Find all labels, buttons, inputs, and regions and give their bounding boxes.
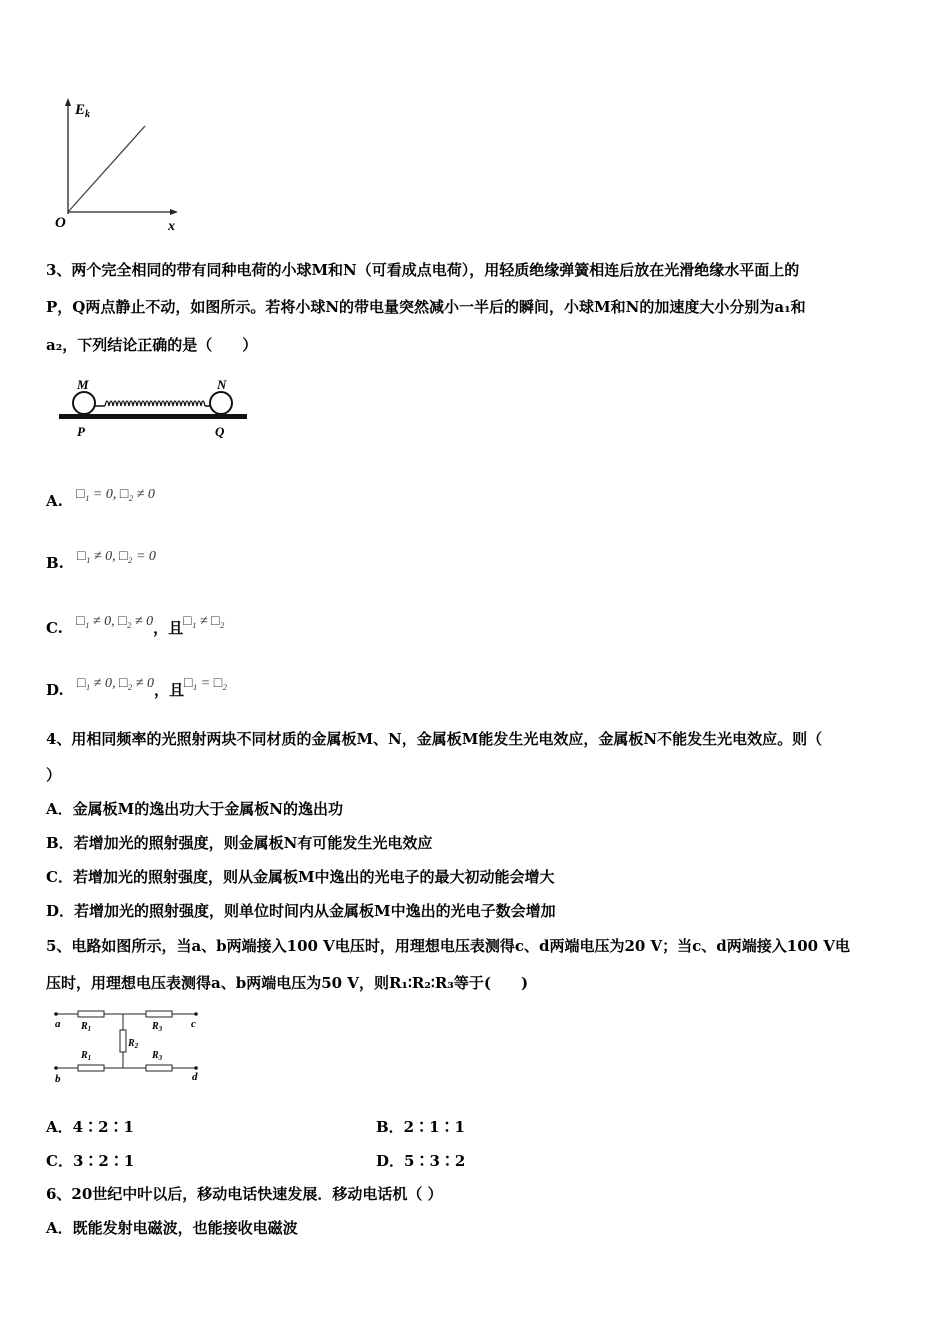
q4-option-a[interactable]: A．金属板M的逸出功大于金属板N的逸出功 [46, 800, 343, 818]
resistor-r3-bottom [146, 1065, 172, 1071]
q3-option-b[interactable] [46, 549, 156, 573]
q5-option-c[interactable]: C．3∶2∶1 [46, 1152, 135, 1170]
ball-m [73, 392, 95, 414]
q3-line1: 3、两个完全相同的带有同种电荷的小球M和N（可看成点电荷），用轻质绝缘弹簧相连后放在光滑绝缘水平面上的 [46, 261, 800, 279]
label-b: b [55, 1073, 61, 1085]
label-a: a [55, 1018, 61, 1030]
option-letter: D. [46, 681, 64, 699]
ball-m-label: M [77, 377, 89, 392]
q4-option-c[interactable]: C．若增加光的照射强度，则从金属板M中逸出的光电子的最大初动能会增大 [46, 868, 555, 886]
q5-line2: 压时，用理想电压表测得a、b两端电压为50 V，则R₁∶R₂∶R₃等于( ) [46, 974, 529, 992]
q6-option-a[interactable]: A．既能发射电磁波，也能接收电磁波 [46, 1219, 298, 1237]
spring [105, 401, 205, 406]
resistor-r1-bottom [78, 1065, 104, 1071]
label-r3-bottom: $R_3$ [152, 1050, 163, 1062]
option-letter: B. [46, 554, 64, 572]
option-formula-2: □₁ ≠ □₂ [183, 614, 225, 629]
q5-option-b[interactable]: B．2∶1∶1 [376, 1118, 465, 1136]
y-axis-label: $E_k$ [75, 102, 91, 120]
x-axis-arrow [170, 209, 178, 215]
option-formula: □₁ ≠ 0, □₂ ≠ 0 [76, 676, 154, 691]
point-p-label: P [77, 424, 85, 439]
ek-line [68, 126, 145, 212]
y-axis-arrow [65, 98, 71, 106]
option-conjunction: ，且 [153, 619, 184, 637]
q3-line3: a₂，下列结论正确的是（ ） [46, 336, 258, 354]
point-q-label: Q [215, 424, 225, 439]
label-c: c [191, 1018, 196, 1030]
x-axis-label: x [168, 219, 175, 234]
label-r1-bottom: $R_1$ [81, 1050, 92, 1062]
q4-line1: 4、用相同频率的光照射两块不同材质的金属板M、N，金属板M能发生光电效应，金属板N不能发生光电效应。则（ [46, 730, 823, 748]
label-r1-top: $R_1$ [81, 1021, 92, 1033]
q6-line1: 6、20世纪中叶以后，移动电话快速发展．移动电话机（ ） [46, 1185, 443, 1203]
option-letter: A. [46, 492, 63, 510]
q4-option-d[interactable]: D．若增加光的照射强度，则单位时间内从金属板M中逸出的光电子数会增加 [46, 902, 556, 920]
ground-surface [59, 414, 247, 419]
resistor-r1-top [78, 1011, 104, 1017]
option-formula-2: □₁ = □₂ [183, 676, 228, 691]
option-formula: □₁ ≠ 0, □₂ = 0 [77, 549, 156, 564]
ek-x-graph [48, 96, 188, 236]
q3-option-c[interactable] [46, 614, 225, 638]
q4-option-b[interactable]: B．若增加光的照射强度，则金属板N有可能发生光电效应 [46, 834, 433, 852]
label-d: d [192, 1071, 198, 1083]
resistor-r2 [120, 1030, 126, 1052]
option-formula: □₁ ≠ 0, □₂ ≠ 0 [76, 614, 154, 629]
circuit-diagram [48, 1006, 218, 1088]
ball-n-label: N [217, 377, 227, 392]
q3-option-a[interactable] [46, 487, 155, 511]
origin-label: O [55, 215, 66, 231]
option-letter: C. [46, 619, 63, 637]
q5-option-a[interactable]: A．4∶2∶1 [46, 1118, 134, 1136]
option-formula: □₁ = 0, □₂ ≠ 0 [76, 487, 155, 502]
q5-line1: 5、电路如图所示，当a、b两端接入100 V电压时，用理想电压表测得c、d两端电压为20 V；当c、d两端接入100 V电 [46, 937, 850, 955]
label-r2: $R_2$ [128, 1038, 139, 1050]
ball-n [210, 392, 232, 414]
spring-figure [55, 376, 250, 442]
option-conjunction: ，且 [153, 681, 184, 699]
resistor-r3-top [146, 1011, 172, 1017]
q3-option-d[interactable] [46, 676, 228, 700]
q4-line2: ） [46, 766, 62, 784]
q5-option-d[interactable]: D．5∶3∶2 [376, 1152, 466, 1170]
q3-line2: P，Q两点静止不动，如图所示。若将小球N的带电量突然减小一半后的瞬间，小球M和N的加速度大小分别为a₁和 [46, 298, 806, 316]
label-r3-top: $R_3$ [152, 1021, 163, 1033]
